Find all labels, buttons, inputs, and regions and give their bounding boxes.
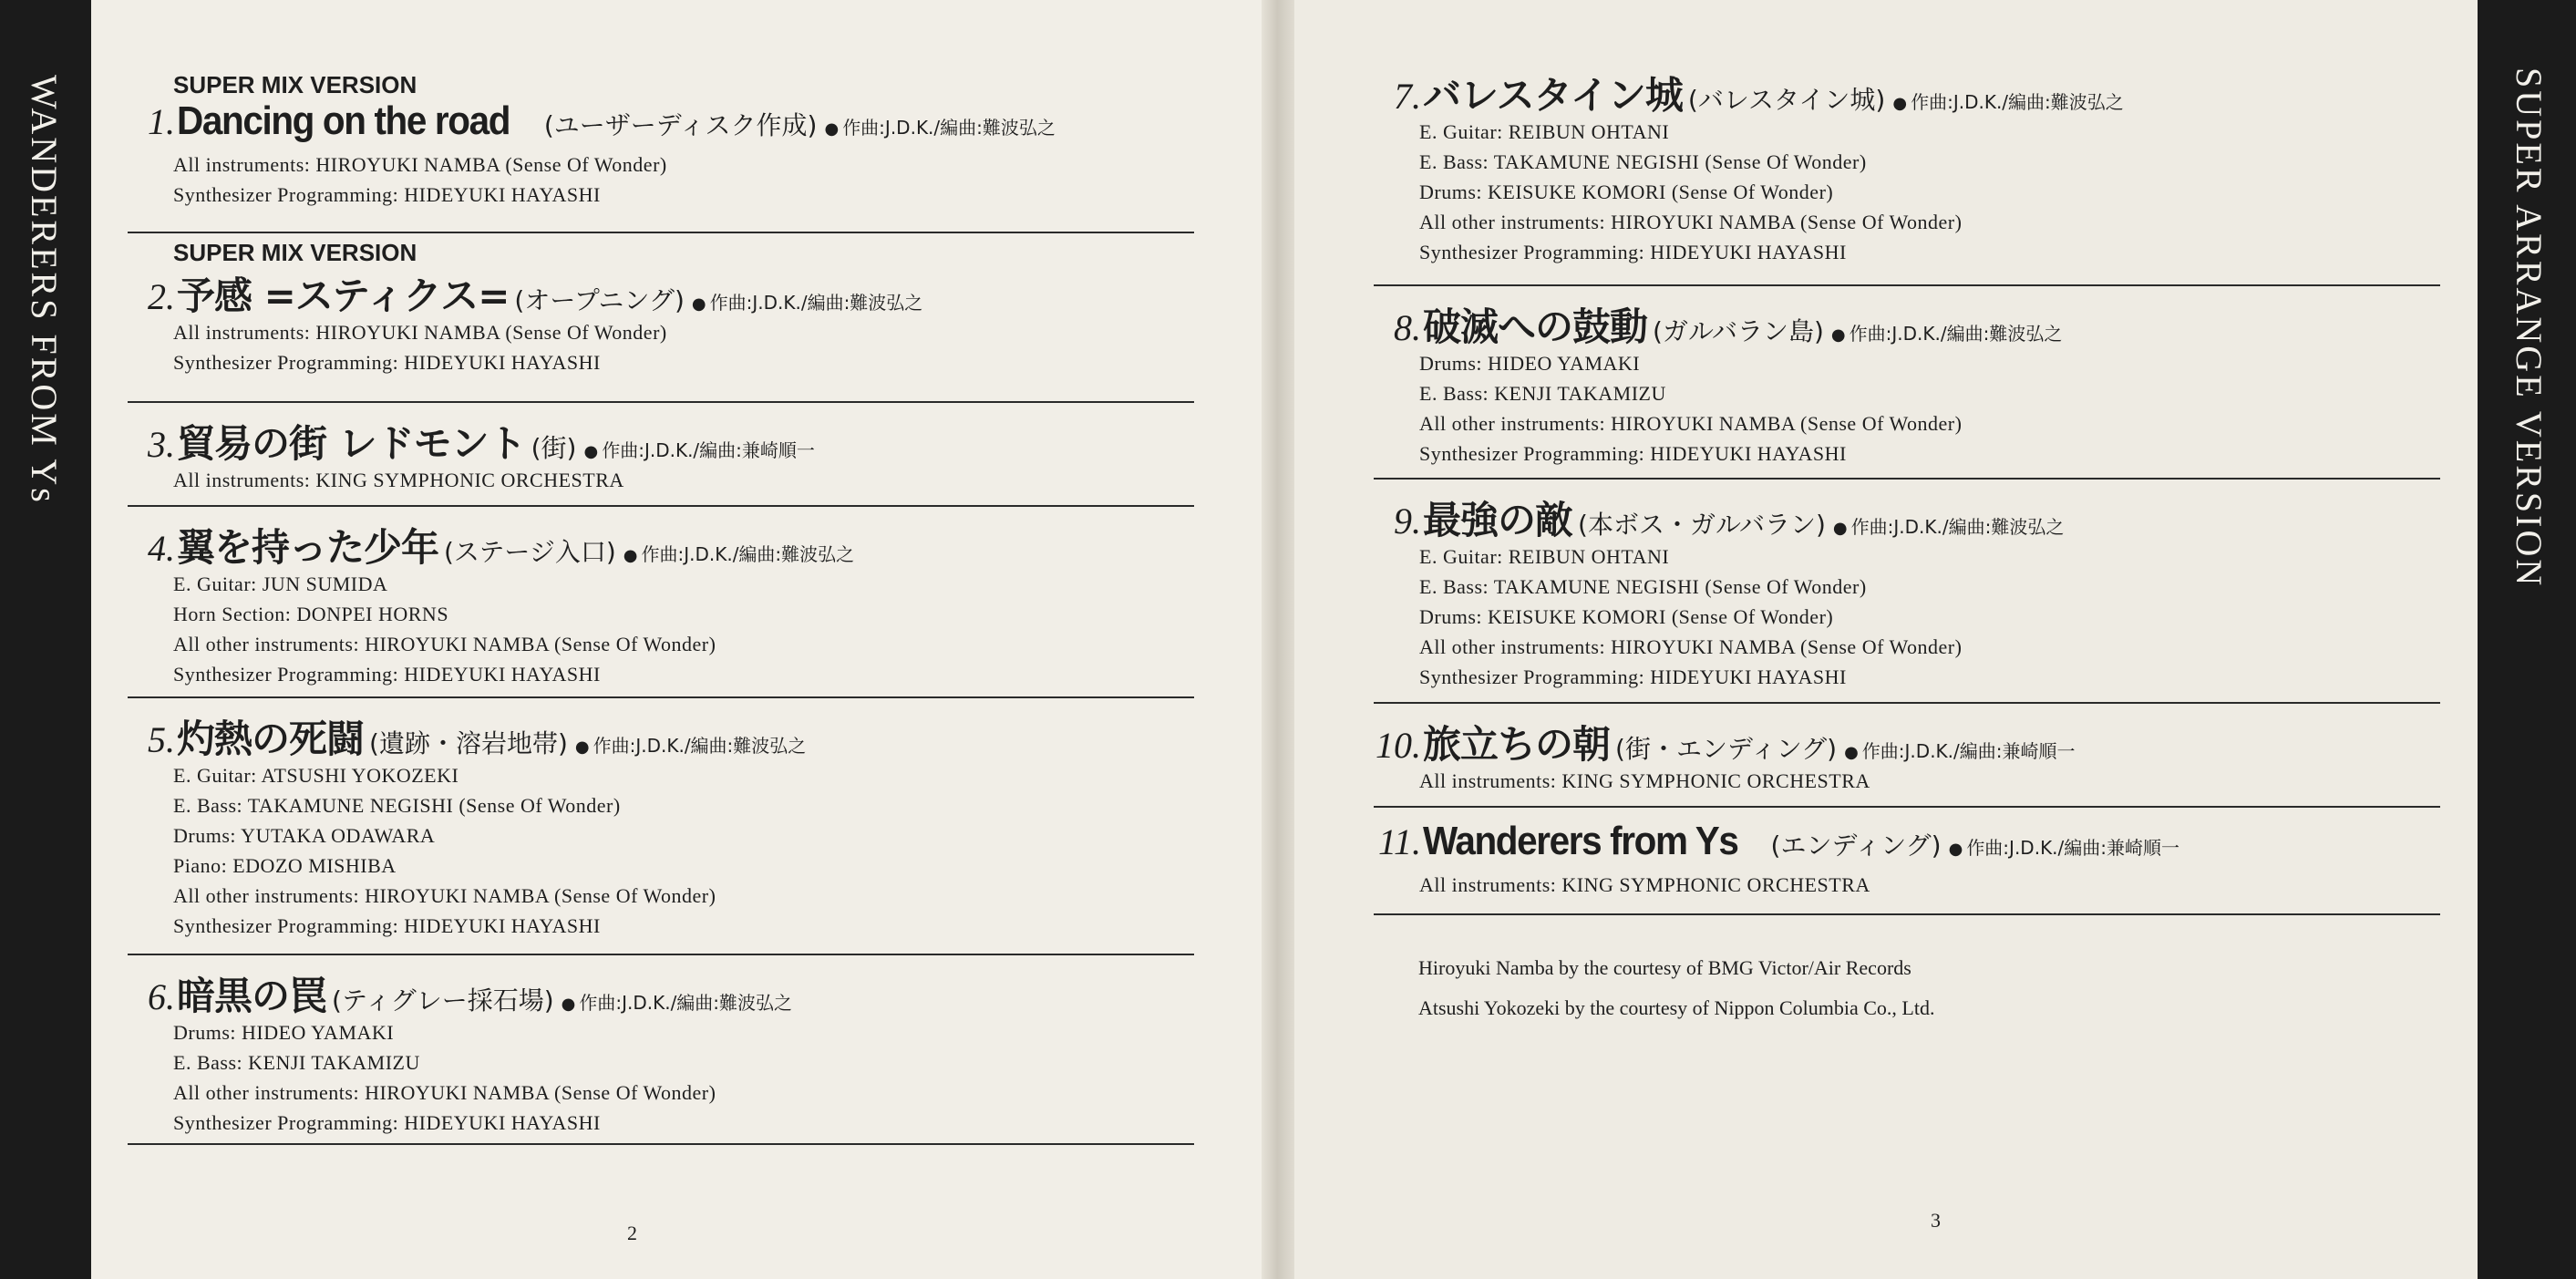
track-title: 予感 =スティクス=	[177, 273, 510, 318]
personnel-line: All other instruments: HIROYUKI NAMBA (Sense Of Wonder)	[1419, 635, 1963, 658]
personnel-line: Drums: KEISUKE KOMORI (Sense Of Wonder)	[1419, 605, 1834, 628]
track-10	[1374, 709, 2440, 808]
personnel-line: E. Bass: TAKAMUNE NEGISHI (Sense Of Wonder)	[1419, 575, 1867, 598]
personnel-line: All other instruments: HIROYUKI NAMBA (Sense Of Wonder)	[173, 884, 716, 907]
track-title: 暗黒の罠	[177, 974, 327, 1018]
personnel-line: E. Bass: KENJI TAKAMIZU	[173, 1051, 420, 1074]
personnel-line: E. Guitar: REIBUN OHTANI	[1419, 545, 1670, 568]
page-number-left: 2	[627, 1222, 637, 1244]
personnel-line: Synthesizer Programming: HIDEYUKI HAYASHI	[173, 663, 601, 686]
track-subtitle: (ユーザーディスク作成)	[543, 110, 818, 140]
courtesy-note: Hiroyuki Namba by the courtesy of BMG Victor/Air Records	[1418, 956, 1911, 979]
personnel-line: All other instruments: HIROYUKI NAMBA (Sense Of Wonder)	[1419, 412, 1963, 435]
personnel-line: All instruments: HIROYUKI NAMBA (Sense Of Wonder)	[173, 153, 667, 176]
track-number: 5.	[148, 719, 175, 760]
left-spine	[0, 0, 91, 1279]
track-4	[128, 512, 1194, 698]
track-subtitle: (オープニング)	[514, 285, 685, 315]
personnel-line: Drums: HIDEO YAMAKI	[173, 1021, 395, 1044]
track-number: 3.	[148, 424, 175, 465]
spine-title-left: WANDERERS FROM Ys	[24, 75, 65, 505]
track-5	[128, 704, 1194, 955]
track-credit: ● 作曲:J.D.K./編曲:難波弘之	[1892, 88, 2123, 114]
track-credit: ● 作曲:J.D.K./編曲:兼崎順一	[1844, 737, 2075, 763]
track-number: 1.	[148, 101, 175, 142]
personnel-line: E. Bass: TAKAMUNE NEGISHI (Sense Of Wonder)	[173, 794, 621, 817]
track-title: 貿易の街 レドモント	[177, 421, 526, 466]
track-title: 破滅への鼓動	[1423, 304, 1648, 349]
personnel-line: All other instruments: HIROYUKI NAMBA (Sense Of Wonder)	[173, 1081, 716, 1104]
personnel-line: Synthesizer Programming: HIDEYUKI HAYASHI	[173, 914, 601, 937]
personnel-line: E. Bass: KENJI TAKAMIZU	[1419, 382, 1666, 405]
personnel-line: Synthesizer Programming: HIDEYUKI HAYASHI	[173, 183, 601, 206]
track-version-label: SUPER MIX VERSION	[173, 71, 417, 98]
track-subtitle: (遺跡・溶岩地帯)	[369, 728, 568, 758]
track-credit: ● 作曲:J.D.K./編曲:兼崎順一	[583, 436, 814, 462]
track-9	[1374, 485, 2440, 704]
track-credit: ● 作曲:J.D.K./編曲:難波弘之	[575, 731, 806, 758]
track-credit: ● 作曲:J.D.K./編曲:難波弘之	[623, 540, 854, 566]
personnel-line: E. Guitar: ATSUSHI YOKOZEKI	[173, 764, 459, 787]
track-6	[128, 961, 1194, 1145]
track-credit: ● 作曲:J.D.K./編曲:難波弘之	[1833, 512, 2064, 539]
track-title: 灼熱の死闘	[177, 717, 365, 761]
personnel-line: E. Guitar: REIBUN OHTANI	[1419, 120, 1670, 143]
personnel-line: All instruments: KING SYMPHONIC ORCHESTRA	[173, 469, 624, 491]
track-version-label: SUPER MIX VERSION	[173, 239, 417, 266]
track-number: 2.	[148, 276, 175, 317]
courtesy-notes	[1418, 948, 1934, 1028]
track-number: 7.	[1394, 76, 1421, 117]
page-fold	[1262, 0, 1294, 1279]
track-title: バレスタイン城	[1423, 73, 1683, 118]
track-subtitle: (バレスタイン城)	[1687, 85, 1886, 115]
track-11	[1374, 813, 2440, 915]
track-subtitle: (ガルバラン島)	[1653, 316, 1824, 346]
track-subtitle: (本ボス・ガルバラン)	[1578, 510, 1826, 540]
personnel-line: All instruments: KING SYMPHONIC ORCHESTRA	[1419, 769, 1870, 792]
track-1	[128, 71, 1194, 233]
track-title: Dancing on the road	[177, 98, 510, 143]
personnel-line: Drums: KEISUKE KOMORI (Sense Of Wonder)	[1419, 181, 1834, 203]
track-title: 翼を持った少年	[177, 525, 439, 570]
track-subtitle: (ステージ入口)	[444, 537, 616, 567]
track-number: 6.	[148, 976, 175, 1017]
track-title: Wanderers from Ys	[1423, 819, 1738, 863]
track-subtitle: (ティグレー採石場)	[332, 985, 554, 1016]
personnel-line: All other instruments: HIROYUKI NAMBA (Sense Of Wonder)	[1419, 211, 1963, 233]
track-number: 8.	[1394, 307, 1421, 348]
track-number: 4.	[148, 528, 175, 569]
right-spine	[2478, 0, 2576, 1279]
personnel-line: All instruments: HIROYUKI NAMBA (Sense Of Wonder)	[173, 321, 667, 344]
personnel-line: E. Guitar: JUN SUMIDA	[173, 572, 388, 595]
page-number-right: 3	[1931, 1209, 1941, 1232]
track-subtitle: (街・エンディング)	[1615, 734, 1838, 764]
track-title: 最強の敵	[1423, 498, 1573, 542]
personnel-line: Synthesizer Programming: HIDEYUKI HAYASHI	[173, 351, 601, 374]
track-2	[128, 239, 1194, 403]
track-7	[1374, 66, 2440, 286]
personnel-line: Piano: EDOZO MISHIBA	[173, 854, 397, 877]
personnel-line: All instruments: KING SYMPHONIC ORCHESTRA	[1419, 873, 1870, 896]
track-3	[128, 408, 1194, 507]
personnel-line: All other instruments: HIROYUKI NAMBA (Sense Of Wonder)	[173, 633, 716, 655]
track-subtitle: (街)	[531, 433, 577, 463]
courtesy-note: Atsushi Yokozeki by the courtesy of Nippon Columbia Co., Ltd.	[1418, 996, 1935, 1019]
track-credit: ● 作曲:J.D.K./編曲:難波弘之	[1831, 319, 2062, 346]
track-title: 旅立ちの朝	[1423, 722, 1611, 767]
track-credit: ● 作曲:J.D.K./編曲:難波弘之	[692, 288, 922, 315]
personnel-line: Synthesizer Programming: HIDEYUKI HAYASHI	[1419, 665, 1847, 688]
track-number: 11.	[1377, 821, 1421, 862]
track-credit: ● 作曲:J.D.K./編曲:兼崎順一	[1949, 833, 2179, 860]
personnel-line: Synthesizer Programming: HIDEYUKI HAYASHI	[173, 1111, 601, 1134]
track-number: 10.	[1376, 725, 1421, 766]
track-credit: ● 作曲:J.D.K./編曲:難波弘之	[824, 113, 1055, 139]
personnel-line: Synthesizer Programming: HIDEYUKI HAYASHI	[1419, 241, 1847, 263]
personnel-line: Drums: YUTAKA ODAWARA	[173, 824, 436, 847]
personnel-line: E. Bass: TAKAMUNE NEGISHI (Sense Of Wonder)	[1419, 150, 1867, 173]
spine-title-right: SUPER ARRANGE VERSION	[2509, 67, 2550, 589]
personnel-line: Synthesizer Programming: HIDEYUKI HAYASHI	[1419, 442, 1847, 465]
track-number: 9.	[1394, 500, 1421, 542]
personnel-line: Horn Section: DONPEI HORNS	[173, 603, 449, 625]
personnel-line: Drums: HIDEO YAMAKI	[1419, 352, 1641, 375]
track-subtitle: (エンディング)	[1770, 830, 1942, 861]
track-8	[1374, 292, 2440, 480]
track-credit: ● 作曲:J.D.K./編曲:難波弘之	[562, 988, 792, 1015]
